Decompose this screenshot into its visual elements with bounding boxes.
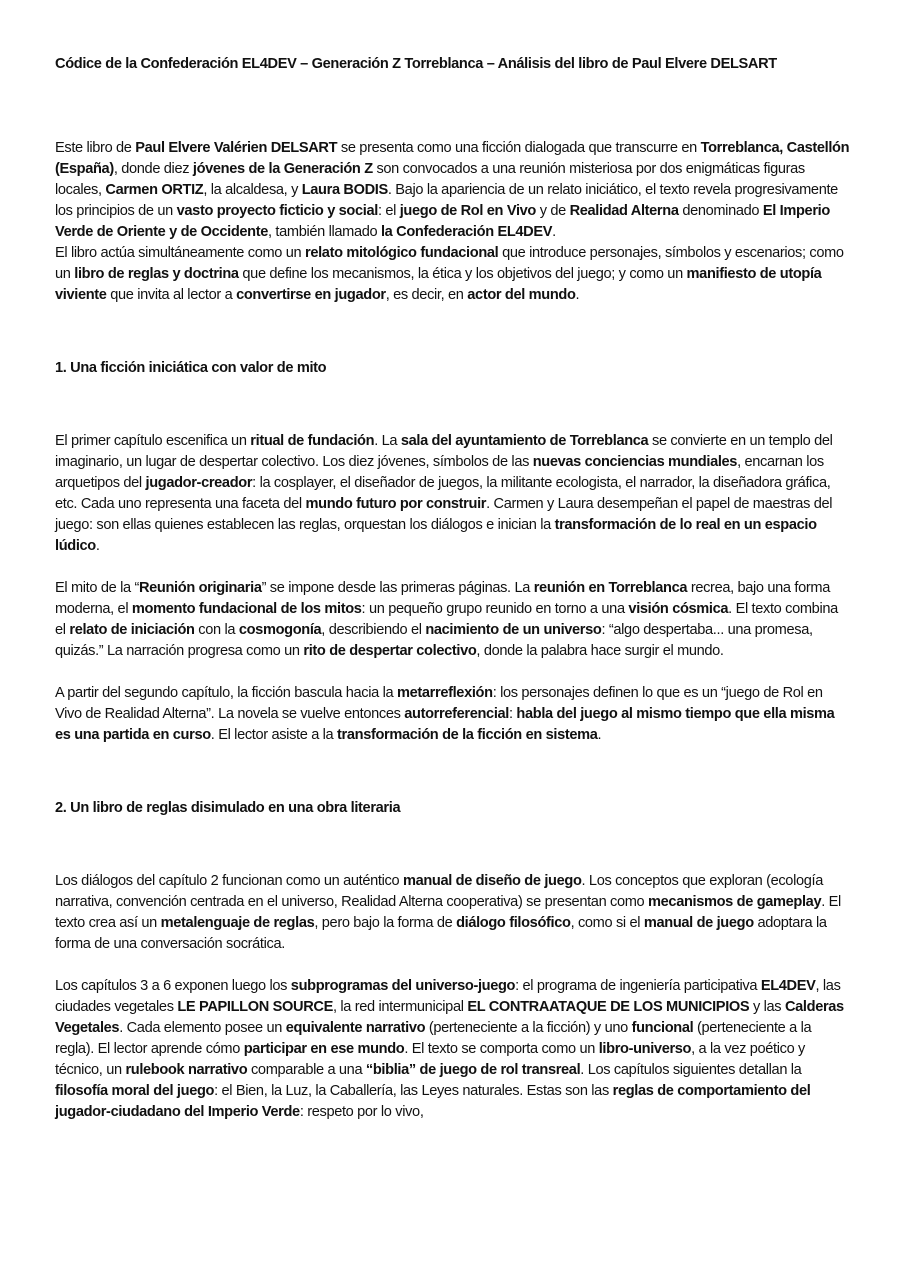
section-2-paragraph-1: [55, 871, 850, 955]
text-run: .: [597, 727, 602, 743]
text-run: .: [575, 287, 580, 303]
document-page: [55, 54, 850, 1123]
bold-text: EL CONTRAATAQUE DE LOS MUNICIPIOS: [467, 999, 750, 1015]
section-1-heading: 1. Una ficción iniciática con valor de mito: [55, 360, 327, 376]
section-1-paragraph-2: [55, 578, 850, 662]
text-run: ” se impone desde las primeras páginas. La: [261, 580, 534, 596]
bold-text: subprogramas del universo-juego: [290, 978, 516, 994]
text-run: se presenta como una ficción dialogada que transcurre en: [337, 140, 701, 156]
text-run: : la cosplayer, el diseñador de juegos, la militante ecologista, el narrador, la diseñadora gráfica, etc. Cada uno representa una faceta del: [55, 475, 831, 512]
bold-text: participar en ese mundo: [243, 1041, 405, 1057]
text-run: :: [509, 706, 517, 722]
document-title: Códice de la Confederación EL4DEV – Generación Z Torreblanca – Análisis del libro de Paul Elvere DELSART: [55, 56, 777, 72]
bold-text: EL4DEV: [760, 978, 816, 994]
text-run: que introduce personajes, símbolos y escenarios; como un: [55, 245, 844, 282]
bold-text: sala del ayuntamiento de Torreblanca: [400, 433, 649, 449]
text-run: . El texto crea así un: [55, 894, 841, 931]
intro-paragraph-2: [55, 243, 850, 306]
text-run: , como si el: [570, 915, 644, 931]
bold-text: funcional: [631, 1020, 694, 1036]
text-run: .: [552, 224, 556, 240]
text-run: . Carmen y Laura desempeñan el papel de maestras del juego: son ellas quienes establecen las reglas, orquestan los diálogos e inician la: [55, 496, 833, 533]
bold-text: manifiesto de utopía viviente: [55, 266, 822, 303]
bold-text: Realidad Alterna: [569, 203, 679, 219]
text-run: . Cada elemento posee un: [119, 1020, 286, 1036]
text-run: . Bajo la apariencia de un relato iniciático, el texto revela progresivamente los principios de un: [55, 182, 838, 219]
bold-text: Paul Elvere Valérien DELSART: [135, 140, 338, 156]
intro-paragraph-1: [55, 138, 850, 243]
text-run: y las: [749, 999, 785, 1015]
bold-text: manual de diseño de juego: [402, 873, 582, 889]
bold-text: relato mitológico fundacional: [305, 245, 499, 261]
text-run: , también llamado: [268, 224, 381, 240]
bold-text: mundo futuro por construir: [305, 496, 487, 512]
section-1-paragraph-3: [55, 683, 850, 746]
text-run: , la alcaldesa, y: [203, 182, 302, 198]
text-run: : respeto por lo vivo,: [299, 1104, 424, 1120]
bold-text: mecanismos de gameplay: [648, 894, 822, 910]
text-run: . Los conceptos que exploran (ecología narrativa, convención centrada en el universo, Realidad Alterna cooperativa) se presentan como: [55, 873, 823, 910]
text-run: A partir del segundo capítulo, la ficción bascula hacia la: [55, 685, 397, 701]
text-run: . Los capítulos siguientes detallan la: [580, 1062, 802, 1078]
bold-text: convertirse en jugador: [236, 287, 386, 303]
bold-text: El Imperio Verde de Oriente y de Occidente: [55, 203, 830, 240]
text-run: adoptara la forma de una conversación socrática.: [55, 915, 827, 952]
text-run: , a la vez poético y técnico, un: [55, 1041, 805, 1078]
bold-text: Reunión originaria: [138, 580, 262, 596]
text-run: , donde la palabra hace surgir el mundo.: [476, 643, 724, 659]
bold-text: cosmogonía: [238, 622, 322, 638]
text-run: son convocados a una reunión misteriosa por dos enigmáticas figuras locales,: [55, 161, 805, 198]
text-run: El primer capítulo escenifica un: [55, 433, 251, 449]
bold-text: ritual de fundación: [250, 433, 375, 449]
text-run: que define los mecanismos, la ética y los objetivos del juego; y como un: [238, 266, 687, 282]
bold-text: visión cósmica: [628, 601, 729, 617]
bold-text: Laura BODIS: [301, 182, 388, 198]
text-run: . La: [374, 433, 401, 449]
text-run: se convierte en un templo del imaginario, un lugar de despertar colectivo. Los diez jóvenes, símbolos de las: [55, 433, 833, 470]
bold-text: manual de juego: [643, 915, 754, 931]
text-run: , describiendo el: [321, 622, 426, 638]
bold-text: jóvenes de la Generación Z: [192, 161, 373, 177]
bold-text: nacimiento de un universo: [425, 622, 602, 638]
bold-text: metarreflexión: [397, 685, 493, 701]
bold-text: rulebook narrativo: [125, 1062, 248, 1078]
text-run: (perteneciente a la regla). El lector aprende cómo: [55, 1020, 812, 1057]
bold-text: habla del juego al mismo tiempo que ella misma es una partida en curso: [55, 706, 835, 743]
section-1-paragraph-1: [55, 431, 850, 557]
bold-text: libro de reglas y doctrina: [74, 266, 239, 282]
text-run: . El texto combina el: [55, 601, 838, 638]
text-run: recrea, bajo una forma moderna, el: [55, 580, 830, 617]
text-run: y de: [535, 203, 570, 219]
text-run: . El texto se comporta como un: [404, 1041, 599, 1057]
text-run: , encarnan los arquetipos del: [55, 454, 824, 491]
text-run: : los personajes definen lo que es un “juego de Rol en Vivo de Realidad Alterna”. La novela se vuelve entonces: [55, 685, 823, 722]
text-run: : el: [377, 203, 400, 219]
bold-text: actor del mundo: [467, 287, 576, 303]
text-run: con la: [194, 622, 239, 638]
text-run: (perteneciente a la ficción) y uno: [425, 1020, 632, 1036]
bold-text: juego de Rol en Vivo: [399, 203, 536, 219]
text-run: Los capítulos 3 a 6 exponen luego los: [55, 978, 291, 994]
bold-text: reglas de comportamiento del jugador-ciudadano del Imperio Verde: [55, 1083, 811, 1120]
section-2-paragraph-2: [55, 976, 850, 1123]
text-run: , las ciudades vegetales: [55, 978, 841, 1015]
bold-text: equivalente narrativo: [285, 1020, 426, 1036]
bold-text: la Confederación EL4DEV: [380, 224, 553, 240]
bold-text: LE PAPILLON SOURCE: [177, 999, 333, 1015]
bold-text: Carmen ORTIZ: [105, 182, 204, 198]
bold-text: Calderas Vegetales: [55, 999, 844, 1036]
text-run: , donde diez: [113, 161, 193, 177]
bold-text: transformación de lo real en un espacio lúdico: [55, 517, 817, 554]
text-run: , la red intermunicipal: [332, 999, 468, 1015]
bold-text: momento fundacional de los mitos: [131, 601, 362, 617]
text-run: : el Bien, la Luz, la Caballería, las Leyes naturales. Estas son las: [214, 1083, 613, 1099]
bold-text: reunión en Torreblanca: [533, 580, 688, 596]
text-run: , es decir, en: [385, 287, 468, 303]
bold-text: nuevas conciencias mundiales: [532, 454, 738, 470]
text-run: : “algo despertaba... una promesa, quizás.” La narración progresa como un: [55, 622, 813, 659]
text-run: comparable a una: [247, 1062, 366, 1078]
text-run: que invita al lector a: [106, 287, 237, 303]
bold-text: “biblia” de juego de rol transreal: [365, 1062, 581, 1078]
bold-text: transformación de la ficción en sistema: [337, 727, 598, 743]
bold-text: rito de despertar colectivo: [303, 643, 477, 659]
text-run: .: [95, 538, 100, 554]
section-2-heading: 2. Un libro de reglas disimulado en una obra literaria: [55, 800, 401, 816]
text-run: , pero bajo la forma de: [314, 915, 457, 931]
text-run: Este libro de: [55, 140, 136, 156]
text-run: El libro actúa simultáneamente como un: [55, 245, 305, 261]
bold-text: jugador-creador: [145, 475, 253, 491]
text-run: . El lector asiste a la: [210, 727, 338, 743]
text-run: denominado: [678, 203, 763, 219]
text-run: Los diálogos del capítulo 2 funcionan como un auténtico: [55, 873, 403, 889]
bold-text: diálogo filosófico: [456, 915, 571, 931]
text-run: : el programa de ingeniería participativa: [515, 978, 761, 994]
text-run: El mito de la “: [55, 580, 139, 596]
bold-text: vasto proyecto ficticio y social: [176, 203, 378, 219]
bold-text: filosofía moral del juego: [55, 1083, 215, 1099]
text-run: : un pequeño grupo reunido en torno a una: [361, 601, 629, 617]
bold-text: metalenguaje de reglas: [160, 915, 315, 931]
bold-text: Torreblanca, Castellón (España): [55, 140, 850, 177]
bold-text: autorreferencial: [404, 706, 509, 722]
bold-text: libro-universo: [598, 1041, 692, 1057]
bold-text: relato de iniciación: [69, 622, 195, 638]
